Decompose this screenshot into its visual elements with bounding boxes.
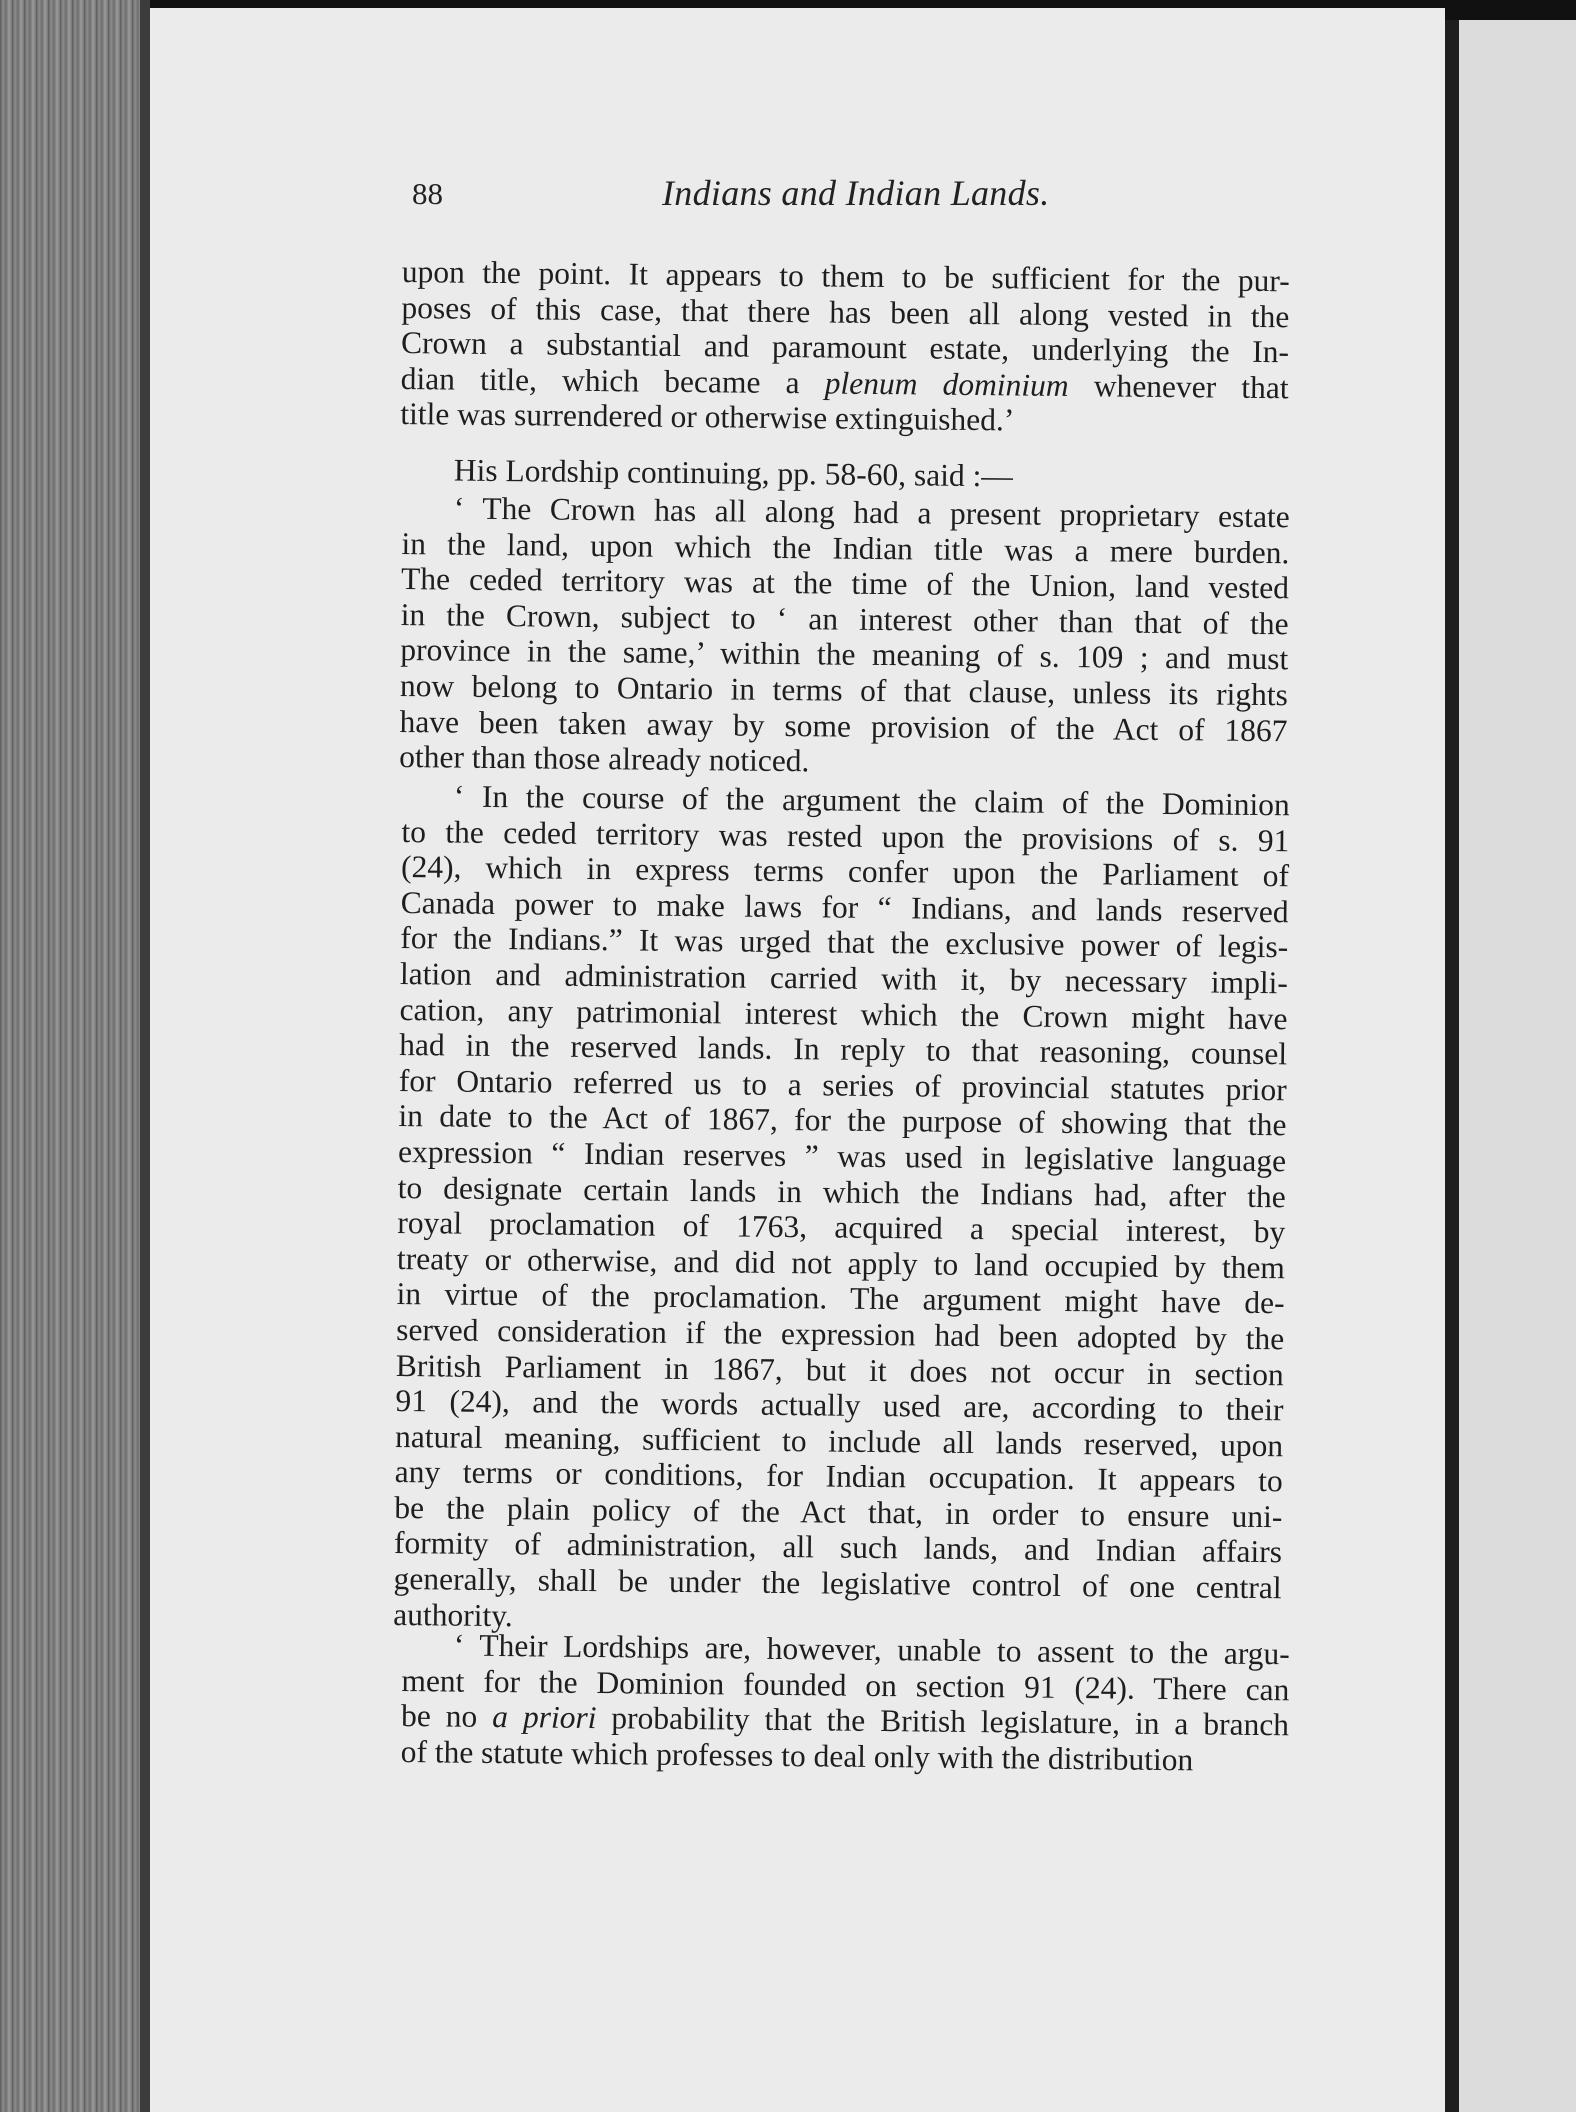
text-line: lation and administration carried with it, by necessary impli- bbox=[399, 955, 1289, 1001]
running-head bbox=[412, 172, 1052, 222]
text-line: title was surrendered or otherwise extinguished.’ bbox=[400, 396, 1015, 438]
text-line: (24), which in express terms confer upon the Parliament of bbox=[400, 849, 1290, 894]
text-line: 91 (24), and the words actually used are, according to their bbox=[395, 1383, 1284, 1428]
text-line: ‘ The Crown has all along had a present proprietary estate bbox=[453, 490, 1290, 535]
italic-phrase: a priori bbox=[492, 1699, 597, 1736]
text-line: poses of this case, that there has been all along vested in the bbox=[401, 289, 1290, 334]
text-line: to the ceded territory was rested upon the provisions of s. 91 bbox=[401, 813, 1290, 858]
text-line: in date to the Act of 1867, for the purpose of showing that the bbox=[398, 1098, 1287, 1143]
text-line: to designate certain lands in which the Indians had, after the bbox=[397, 1169, 1286, 1214]
text-line: now belong to Ontario in terms of that clause, unless its rights bbox=[399, 667, 1289, 713]
text-line: authority. bbox=[393, 1596, 513, 1633]
text-line: of the statute which professes to deal only with the distribution bbox=[400, 1733, 1194, 1778]
italic-phrase: plenum dominium bbox=[824, 365, 1069, 403]
text-line: The ceded territory was at the time of the Union, land vested bbox=[400, 561, 1290, 606]
book-spine-gutter bbox=[1445, 20, 1459, 2112]
text-line: be no a priori probability that the British legislature, in a branch bbox=[400, 1698, 1290, 1743]
book-page-edges bbox=[0, 0, 140, 2112]
text-line: royal proclamation of 1763, acquired a special interest, by bbox=[397, 1205, 1286, 1250]
text-line: British Parliament in 1867, but it does not occur in section bbox=[395, 1347, 1284, 1392]
text-line: in the Crown, subject to ‘ an interest other than that of the bbox=[400, 596, 1289, 642]
text-line: natural meaning, sufficient to include all lands reserved, upon bbox=[394, 1418, 1284, 1463]
paragraph-continuation bbox=[400, 254, 1290, 441]
text-line: had in the reserved lands. In reply to that reasoning, counsel bbox=[399, 1027, 1288, 1072]
text-line: for Ontario referred us to a series of provincial statutes prior bbox=[398, 1062, 1287, 1108]
text-line: treaty or otherwise, and did not apply to land occupied by them bbox=[396, 1240, 1286, 1285]
text-line: cation, any patrimonial interest which the Crown might have bbox=[399, 991, 1288, 1036]
paragraph-lordships-dissent bbox=[401, 1627, 1290, 1779]
text-line: ment for the Dominion founded on section 91 (24). There can bbox=[401, 1662, 1290, 1707]
running-title: Indians and Indian Lands. bbox=[662, 173, 1050, 213]
text-line: ‘ In the course of the argument the claim of the Dominion bbox=[453, 778, 1290, 823]
text-line: have been taken away by some provision of the Act of 1867 bbox=[399, 703, 1288, 748]
text-line: in virtue of the proclamation. The argument might have de- bbox=[396, 1276, 1285, 1321]
text-line: Canada power to make laws for “ Indians, and lands reserved bbox=[400, 884, 1289, 930]
text-line: ‘ Their Lordships are, however, unable to assent to the argu- bbox=[453, 1627, 1290, 1672]
text-line: any terms or conditions, for Indian occupation. It appears to bbox=[394, 1454, 1283, 1499]
page-edge-shadow bbox=[140, 0, 150, 2112]
facing-page-edge bbox=[1459, 20, 1576, 2112]
text-line: province in the same,’ within the meaning of s. 109 ; and must bbox=[400, 632, 1289, 677]
text-line: upon the point. It appears to them to be sufficient for the pur- bbox=[401, 254, 1290, 299]
text-line: Crown a substantial and paramount estate, underlying the In- bbox=[400, 325, 1290, 370]
text-line: expression “ Indian reserves ” was used in legislative language bbox=[397, 1133, 1287, 1179]
paragraph-dominion-claim bbox=[393, 778, 1290, 1642]
text-line: other than those already noticed. bbox=[399, 739, 810, 779]
text-line: dian title, which became a plenum dominium whenever that bbox=[400, 360, 1289, 406]
text-line: be the plain policy of the Act that, in order to ensure uni- bbox=[394, 1489, 1283, 1535]
text-line: for the Indians.” It was urged that the exclusive power of legis- bbox=[400, 920, 1289, 965]
text-line: formity of administration, all such lands, and Indian affairs bbox=[393, 1525, 1283, 1570]
text-line: served consideration if the expression had been adopted by the bbox=[396, 1311, 1285, 1357]
text-line: His Lordship continuing, pp. 58-60, said :— bbox=[453, 452, 1014, 494]
page-number: 88 bbox=[412, 176, 443, 211]
text-line: generally, shall be under the legislative control of one central bbox=[393, 1561, 1282, 1606]
text-line: in the land, upon which the Indian title was a mere burden. bbox=[401, 525, 1290, 570]
paragraph-crown-estate bbox=[399, 490, 1290, 784]
